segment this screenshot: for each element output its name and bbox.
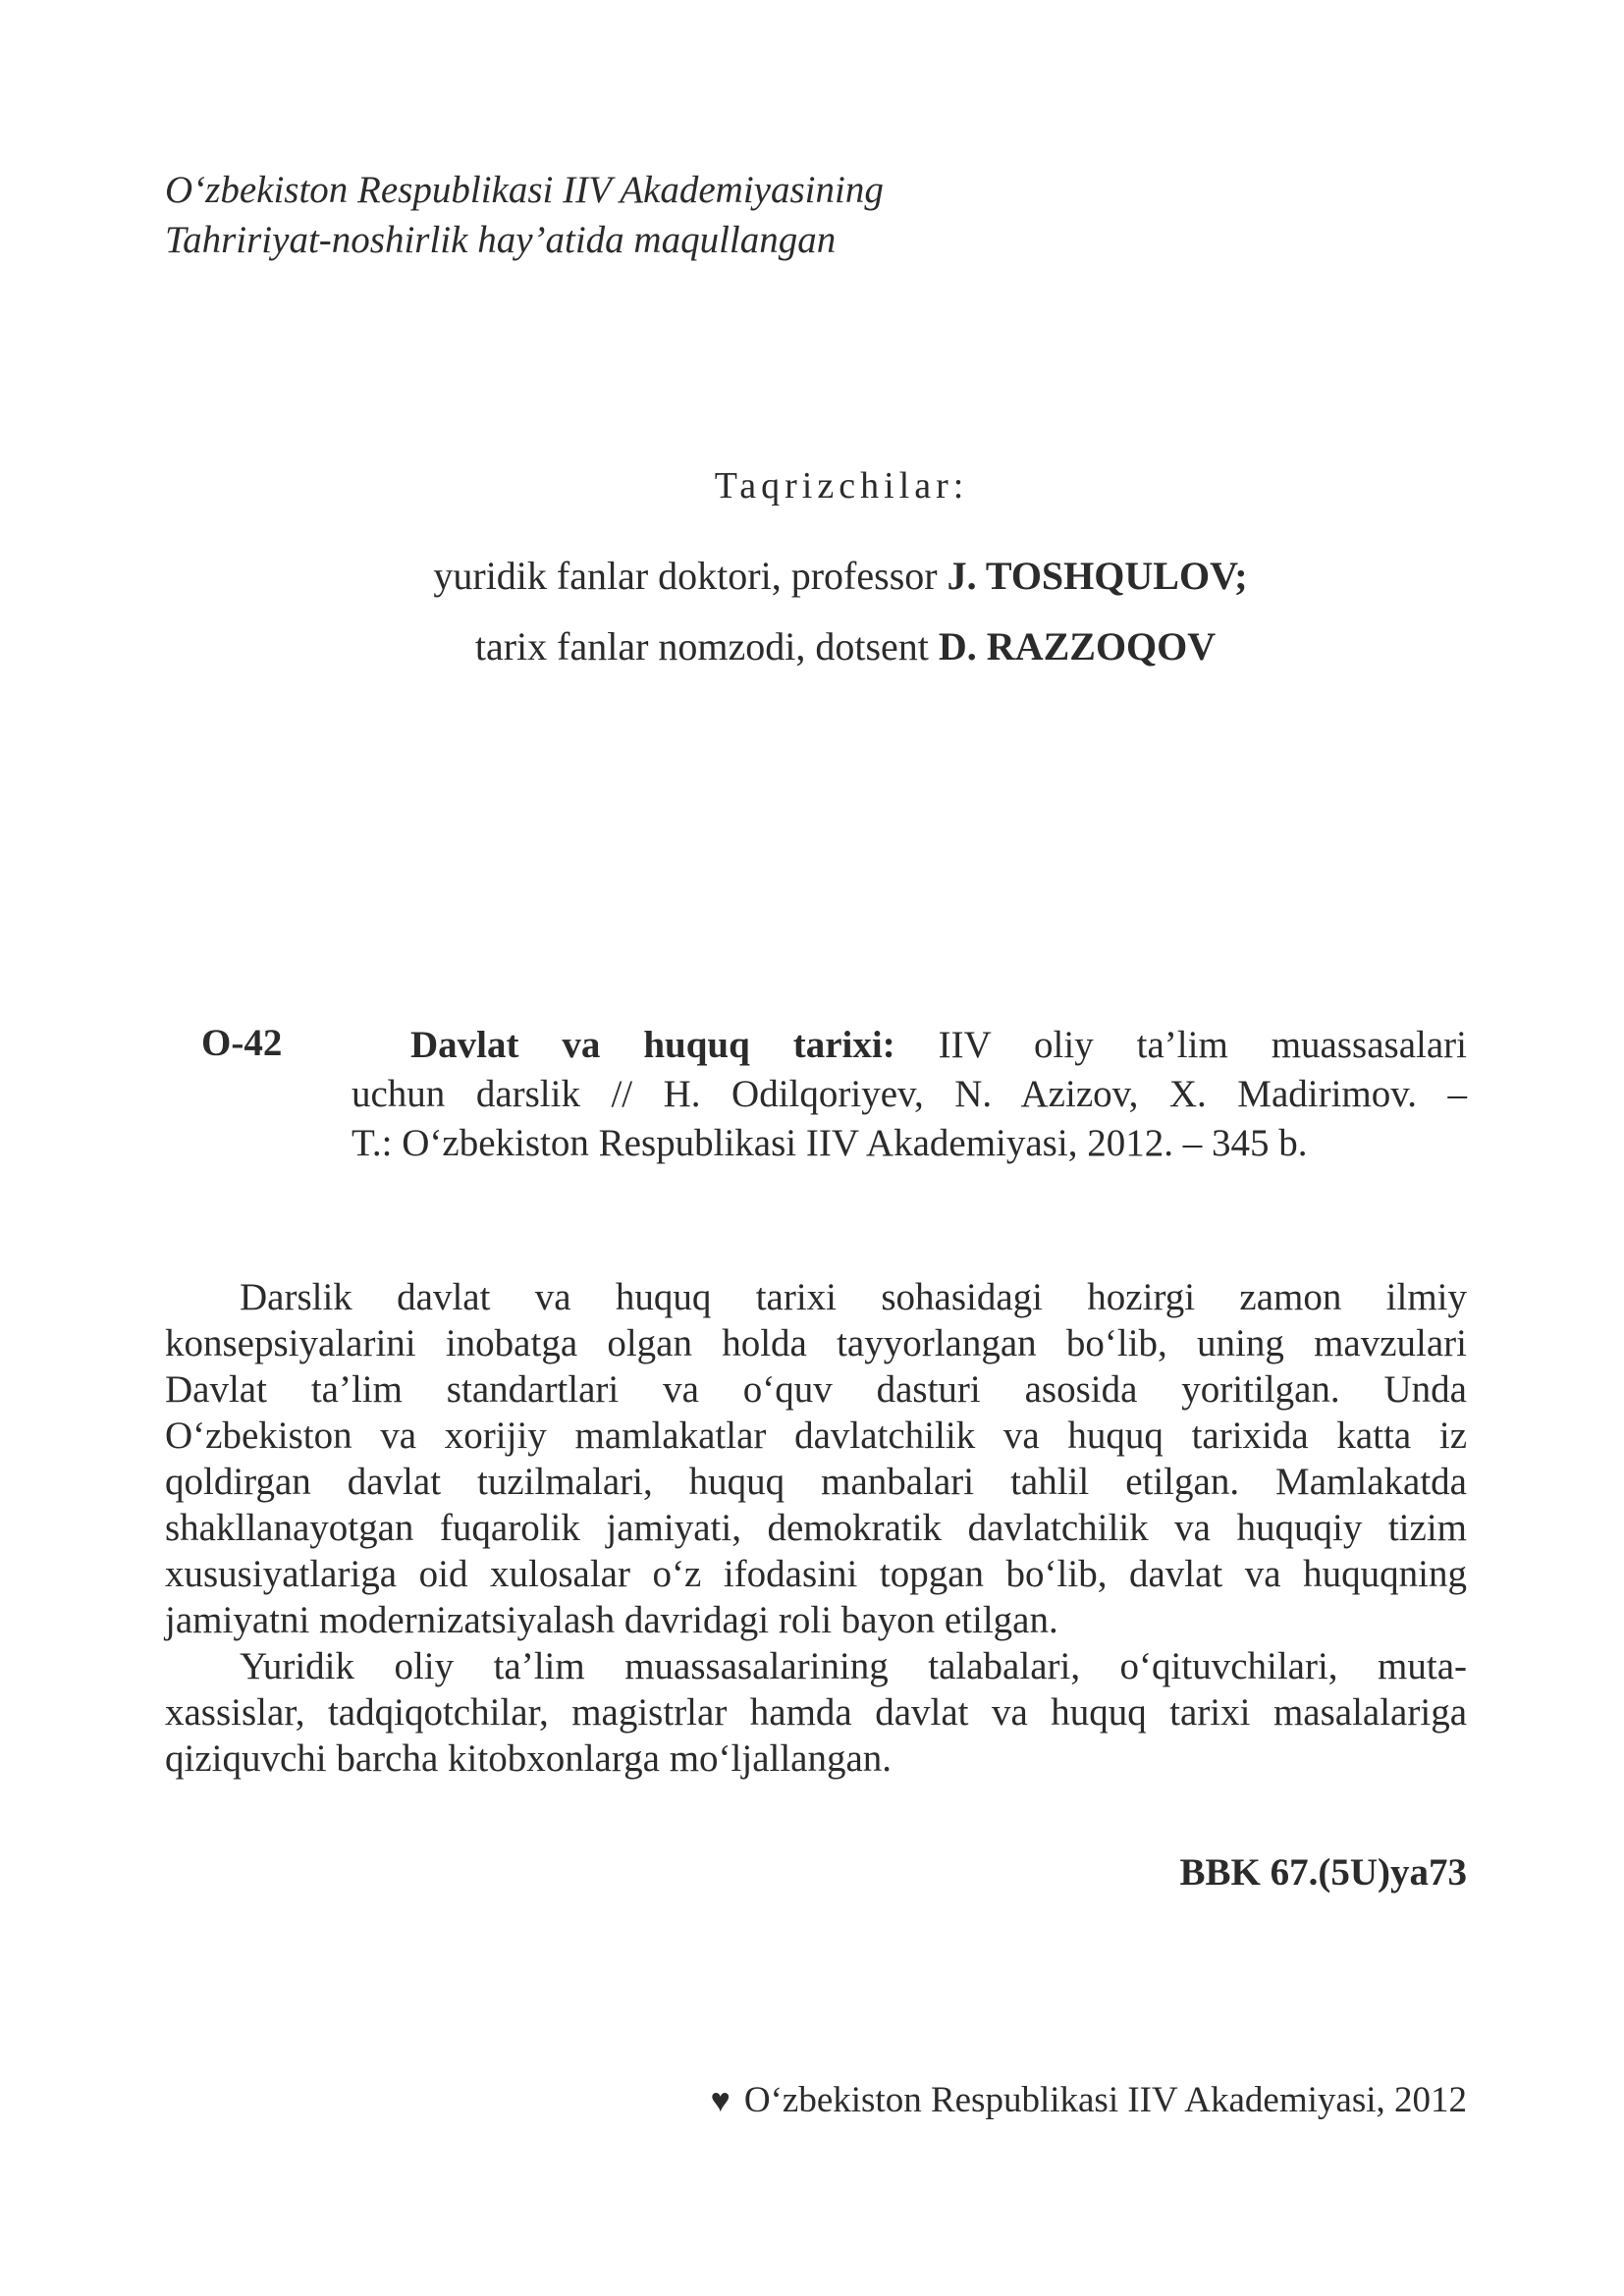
reviewer-name: D. RAZZOQOV xyxy=(938,624,1217,668)
reviewer-2 xyxy=(0,623,1624,669)
reviewer-name: J. TOSHQULOV; xyxy=(947,554,1248,598)
catalog-line: T.: O‘zbekiston Respublikasi IIV Akademiyasi, 2012. – 345 b. xyxy=(352,1122,1308,1164)
abstract-line: konsepsiyalarini inobatga olgan holda tayyorlangan bo‘lib, uning mavzulari xyxy=(165,1322,1467,1364)
copyright-notice xyxy=(711,2079,1467,2121)
reviewers-heading: Taqrizchilar: xyxy=(714,465,969,507)
catalog-code: O-42 xyxy=(201,1022,283,1064)
catalog-line: uchun darslik // H. Odilqoriyev, N. Azizov, X. Madirimov. – xyxy=(352,1073,1467,1115)
abstract-line: qoldirgan davlat tuzilmalari, huquq manbalari tahlil etilgan. Mamlakatda xyxy=(165,1461,1467,1503)
abstract-line: Yuridik oliy ta’lim muassasalarining talabalari, o‘qituvchilari, muta- xyxy=(240,1645,1467,1687)
heart-icon: ♥ xyxy=(710,2083,731,2119)
approval-line: Tahririyat-noshirlik hay’atida maqullangan xyxy=(165,219,837,261)
reviewer-title: tarix fanlar nomzodi, dotsent xyxy=(474,624,939,668)
copyright-text: O‘zbekiston Respublikasi IIV Akademiyasi, 2012 xyxy=(743,2080,1467,2120)
abstract-line: qiziquvchi barcha kitobxonlarga mo‘ljallangan. xyxy=(165,1737,893,1780)
catalog-line xyxy=(352,1021,1467,1070)
catalog-line-text: IIV oliy ta’lim muassasalari xyxy=(894,1024,1467,1066)
approval-line: O‘zbekiston Respublikasi IIV Akademiyasining xyxy=(165,169,884,211)
abstract-line: xususiyatlariga oid xulosalar o‘z ifodasini topgan bo‘lib, davlat va huquqning xyxy=(165,1553,1467,1595)
abstract-line: O‘zbekiston va xorijiy mamlakatlar davlatchilik va huquq tarixida katta iz xyxy=(165,1415,1467,1457)
abstract-line: xassislar, tadqiqotchilar, magistrlar hamda davlat va huquq tarixi masalalariga xyxy=(165,1691,1467,1734)
reviewer-title: yuridik fanlar doktori, professor xyxy=(433,554,947,598)
reviewer-1 xyxy=(0,553,1624,599)
abstract-line: jamiyatni modernizatsiyalash davridagi roli bayon etilgan. xyxy=(165,1599,1058,1641)
abstract-line: Davlat ta’lim standartlari va o‘quv dasturi asosida yoritilgan. Unda xyxy=(165,1368,1467,1411)
catalog-entry xyxy=(352,1021,1467,1168)
book-title: Davlat va huquq tarixi: xyxy=(410,1024,895,1066)
abstract-line: Darslik davlat va huquq tarixi sohasidagi hozirgi zamon ilmiy xyxy=(240,1276,1467,1318)
abstract xyxy=(165,1274,1467,1782)
abstract-line: shakllanayotgan fuqarolik jamiyati, demokratik davlatchilik va huquqiy tizim xyxy=(165,1507,1467,1549)
approval-note xyxy=(165,165,884,265)
bbk-index: BBK 67.(5U)ya73 xyxy=(1179,1851,1467,1894)
